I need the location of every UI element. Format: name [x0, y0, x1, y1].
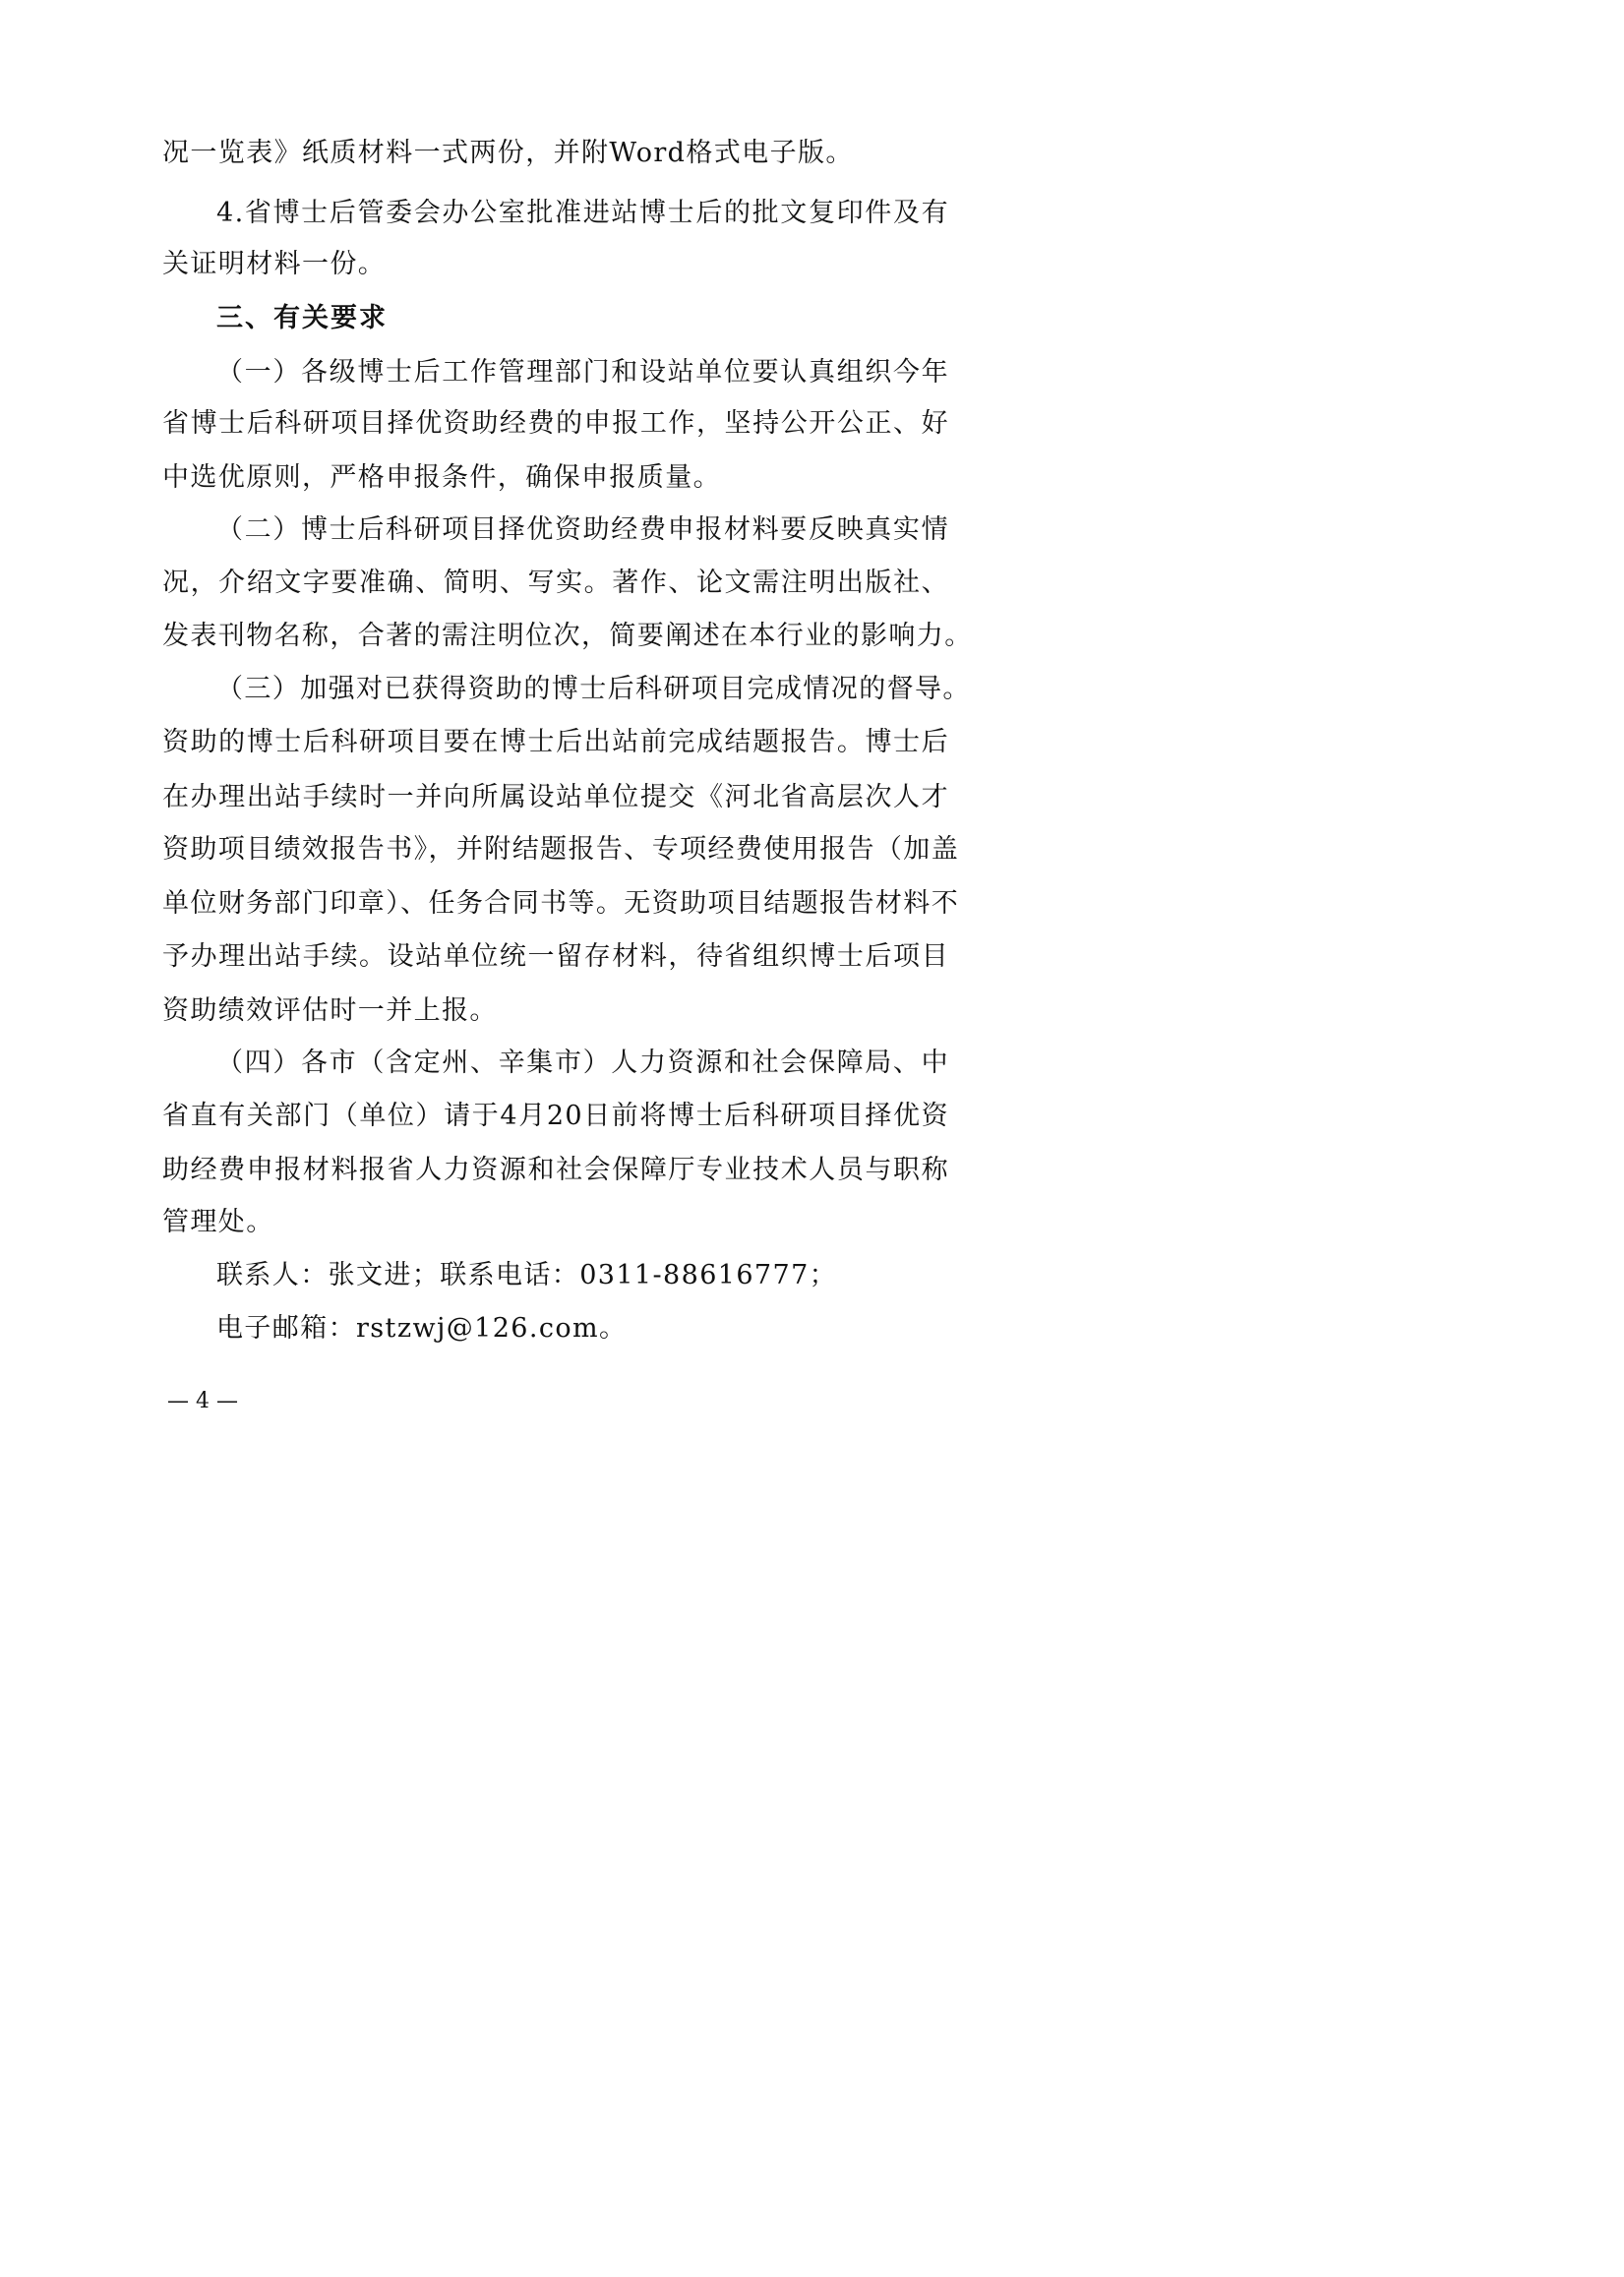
paragraph-3-line-6: 予办理出站手续。设站单位统一留存材料，待省组织博士后项目	[162, 941, 949, 972]
section-heading-requirements: 三、有关要求	[216, 303, 388, 333]
paragraph-3-line-2: 资助的博士后科研项目要在博士后出站前完成结题报告。博士后	[162, 727, 949, 757]
paragraph-4-line-3: 助经费申报材料报省人力资源和社会保障厅专业技术人员与职称	[162, 1155, 949, 1185]
page-number: — 4 —	[167, 1389, 238, 1413]
paragraph-2-line-1: （二）博士后科研项目择优资助经费申报材料要反映真实情	[216, 514, 949, 545]
paragraph-4-line-4: 管理处。	[162, 1207, 274, 1237]
paragraph-1-line-2: 省博士后科研项目择优资助经费的申报工作，坚持公开公正、好	[162, 408, 949, 439]
list-item-4: 4.省博士后管委会办公室批准进站博士后的批文复印件及有	[216, 198, 949, 228]
paragraph-2-line-2: 况，介绍文字要准确、简明、写实。著作、论文需注明出版社、	[162, 568, 949, 598]
paragraph-1-line-1: （一）各级博士后工作管理部门和设站单位要认真组织今年	[216, 357, 949, 388]
text-line-1: 况一览表》纸质材料一式两份，并附Word格式电子版。	[162, 138, 854, 168]
paragraph-3-line-4: 资助项目绩效报告书》，并附结题报告、专项经费使用报告（加盖	[162, 834, 960, 865]
contact-line: 联系人：张文进；联系电话：0311-88616777；	[216, 1260, 838, 1290]
text-line-3: 关证明材料一份。	[162, 249, 387, 279]
paragraph-3-line-7: 资助绩效评估时一并上报。	[162, 995, 498, 1026]
paragraph-1-line-3: 中选优原则，严格申报条件，确保申报质量。	[162, 462, 721, 493]
paragraph-3-line-1: （三）加强对已获得资助的博士后科研项目完成情况的督导。	[216, 674, 971, 704]
document-page	[0, 0, 1083, 1518]
paragraph-2-line-3: 发表刊物名称，合著的需注明位次，简要阐述在本行业的影响力。	[162, 621, 973, 651]
paragraph-4-line-1: （四）各市（含定州、辛集市）人力资源和社会保障局、中	[216, 1048, 949, 1078]
email-line: 电子邮箱：rstzwj@126.com。	[216, 1313, 628, 1344]
paragraph-4-line-2: 省直有关部门（单位）请于4月20日前将博士后科研项目择优资	[162, 1101, 949, 1131]
paragraph-3-line-3: 在办理出站手续时一并向所属设站单位提交《河北省高层次人才	[162, 782, 949, 812]
paragraph-3-line-5: 单位财务部门印章）、任务合同书等。无资助项目结题报告材料不	[162, 888, 960, 919]
